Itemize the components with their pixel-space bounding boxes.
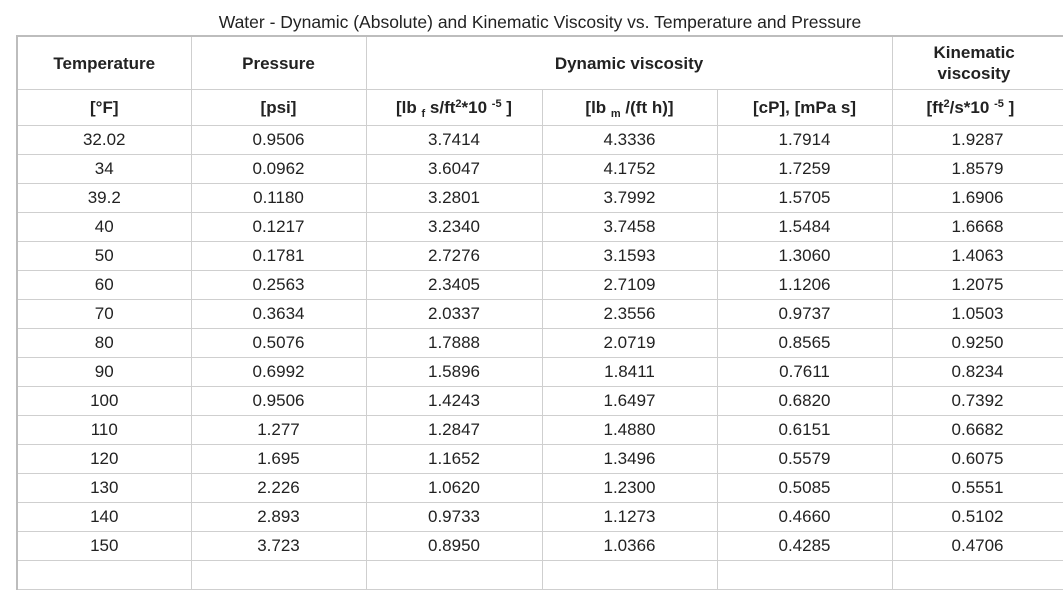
kinematic-cell bbox=[892, 561, 1063, 590]
pressure-cell: 2.226 bbox=[191, 474, 366, 503]
table-row bbox=[17, 155, 1063, 184]
table-row bbox=[17, 474, 1063, 503]
kinematic-cell: 1.8579 bbox=[892, 155, 1063, 184]
temperature-cell: 70 bbox=[17, 300, 191, 329]
dynamic-cp-cell: 1.5484 bbox=[717, 213, 892, 242]
unit-part: /s*10 bbox=[949, 97, 995, 117]
dynamic-lbf-cell: 1.0620 bbox=[366, 474, 542, 503]
table-row bbox=[17, 271, 1063, 300]
temperature-cell: 150 bbox=[17, 532, 191, 561]
pressure-cell bbox=[191, 561, 366, 590]
unit-part: /(ft h)] bbox=[620, 97, 674, 117]
table-row bbox=[17, 329, 1063, 358]
pressure-cell: 2.893 bbox=[191, 503, 366, 532]
temperature-header: Temperature bbox=[17, 36, 191, 90]
temperature-cell: 100 bbox=[17, 387, 191, 416]
table-row bbox=[17, 503, 1063, 532]
kinematic-cell: 0.9250 bbox=[892, 329, 1063, 358]
dynamic-lbm-cell: 3.7458 bbox=[542, 213, 717, 242]
dynamic-lbm-cell: 1.1273 bbox=[542, 503, 717, 532]
dynamic-cp-cell: 0.6151 bbox=[717, 416, 892, 445]
temperature-cell: 34 bbox=[17, 155, 191, 184]
pressure-header: Pressure bbox=[191, 36, 366, 90]
dynamic-lbf-cell: 2.7276 bbox=[366, 242, 542, 271]
temperature-cell: 140 bbox=[17, 503, 191, 532]
table-row bbox=[17, 561, 1063, 590]
pressure-cell: 0.1217 bbox=[191, 213, 366, 242]
dynamic-cp-cell: 1.5705 bbox=[717, 184, 892, 213]
pressure-cell: 0.2563 bbox=[191, 271, 366, 300]
kinematic-header-line1: Kinematic bbox=[933, 43, 1015, 62]
table-row bbox=[17, 416, 1063, 445]
dynamic-lbf-cell: 1.4243 bbox=[366, 387, 542, 416]
dynamic-cp-cell: 1.7259 bbox=[717, 155, 892, 184]
dynamic-lbm-cell: 1.0366 bbox=[542, 532, 717, 561]
dynamic-lbf-cell: 0.9733 bbox=[366, 503, 542, 532]
dynamic-lbm-cell: 3.1593 bbox=[542, 242, 717, 271]
dynamic-lbf-cell: 1.7888 bbox=[366, 329, 542, 358]
kinematic-cell: 0.7392 bbox=[892, 387, 1063, 416]
unit-part: [ft bbox=[926, 97, 944, 117]
temperature-cell: 60 bbox=[17, 271, 191, 300]
units-row bbox=[17, 90, 1063, 126]
kinematic-cell: 0.5102 bbox=[892, 503, 1063, 532]
kinematic-cell: 0.8234 bbox=[892, 358, 1063, 387]
dynamic-lbf-cell: 3.6047 bbox=[366, 155, 542, 184]
dynamic-lbf-cell: 3.2801 bbox=[366, 184, 542, 213]
unit-superscript: 2 bbox=[455, 97, 462, 110]
pressure-unit: [psi] bbox=[191, 90, 366, 126]
pressure-cell: 0.1180 bbox=[191, 184, 366, 213]
pressure-cell: 0.0962 bbox=[191, 155, 366, 184]
dynamic-lbm-cell: 4.3336 bbox=[542, 126, 717, 155]
temperature-cell: 39.2 bbox=[17, 184, 191, 213]
unit-part: s/ft bbox=[425, 97, 456, 117]
dynamic-cp-cell: 0.4285 bbox=[717, 532, 892, 561]
table-row bbox=[17, 213, 1063, 242]
header-row bbox=[17, 36, 1063, 90]
table-row bbox=[17, 184, 1063, 213]
dynamic-cp-cell: 0.8565 bbox=[717, 329, 892, 358]
dynamic-lbm-unit bbox=[542, 90, 717, 126]
viscosity-table bbox=[16, 35, 1063, 590]
kinematic-cell: 0.4706 bbox=[892, 532, 1063, 561]
kinematic-cell: 0.5551 bbox=[892, 474, 1063, 503]
kinematic-cell: 0.6075 bbox=[892, 445, 1063, 474]
dynamic-cp-cell: 1.1206 bbox=[717, 271, 892, 300]
dynamic-cp-cell: 0.5085 bbox=[717, 474, 892, 503]
dynamic-cp-cell bbox=[717, 561, 892, 590]
unit-part: *10 bbox=[461, 97, 492, 117]
pressure-cell: 0.1781 bbox=[191, 242, 366, 271]
dynamic-lbm-cell: 2.3556 bbox=[542, 300, 717, 329]
unit-subscript: f bbox=[421, 107, 426, 120]
dynamic-cp-cell: 0.9737 bbox=[717, 300, 892, 329]
dynamic-lbm-cell: 1.8411 bbox=[542, 358, 717, 387]
table-caption: Water - Dynamic (Absolute) and Kinematic Viscosity vs. Temperature and Pressure bbox=[218, 12, 862, 32]
temperature-cell bbox=[17, 561, 191, 590]
dynamic-lbm-cell: 1.6497 bbox=[542, 387, 717, 416]
dynamic-lbf-cell: 1.5896 bbox=[366, 358, 542, 387]
dynamic-cp-cell: 1.3060 bbox=[717, 242, 892, 271]
unit-superscript: -5 bbox=[491, 97, 502, 110]
table-row bbox=[17, 242, 1063, 271]
dynamic-lbm-cell bbox=[542, 561, 717, 590]
pressure-cell: 0.9506 bbox=[191, 387, 366, 416]
dynamic-lbm-cell: 3.7992 bbox=[542, 184, 717, 213]
dynamic-cp-unit: [cP], [mPa s] bbox=[717, 90, 892, 126]
pressure-cell: 0.5076 bbox=[191, 329, 366, 358]
unit-superscript: -5 bbox=[994, 97, 1004, 110]
unit-part: ] bbox=[501, 97, 512, 117]
kinematic-cell: 1.2075 bbox=[892, 271, 1063, 300]
pressure-cell: 1.277 bbox=[191, 416, 366, 445]
kinematic-cell: 1.6906 bbox=[892, 184, 1063, 213]
temperature-cell: 40 bbox=[17, 213, 191, 242]
pressure-cell: 0.3634 bbox=[191, 300, 366, 329]
unit-part: [lb bbox=[396, 97, 422, 117]
pressure-cell: 0.9506 bbox=[191, 126, 366, 155]
kinematic-cell: 1.9287 bbox=[892, 126, 1063, 155]
dynamic-lbf-cell: 1.2847 bbox=[366, 416, 542, 445]
dynamic-cp-cell: 0.6820 bbox=[717, 387, 892, 416]
dynamic-viscosity-header: Dynamic viscosity bbox=[366, 36, 892, 90]
unit-subscript: m bbox=[610, 107, 621, 120]
table-row bbox=[17, 126, 1063, 155]
dynamic-lbm-cell: 1.2300 bbox=[542, 474, 717, 503]
dynamic-lbf-cell: 1.1652 bbox=[366, 445, 542, 474]
kinematic-viscosity-header bbox=[892, 36, 1063, 90]
dynamic-lbm-cell: 2.0719 bbox=[542, 329, 717, 358]
temperature-unit: [°F] bbox=[17, 90, 191, 126]
temperature-cell: 120 bbox=[17, 445, 191, 474]
temperature-cell: 50 bbox=[17, 242, 191, 271]
dynamic-lbf-cell: 2.3405 bbox=[366, 271, 542, 300]
table-row bbox=[17, 532, 1063, 561]
dynamic-lbm-cell: 1.3496 bbox=[542, 445, 717, 474]
dynamic-cp-cell: 0.4660 bbox=[717, 503, 892, 532]
temperature-cell: 130 bbox=[17, 474, 191, 503]
temperature-cell: 80 bbox=[17, 329, 191, 358]
pressure-cell: 3.723 bbox=[191, 532, 366, 561]
dynamic-lbf-unit bbox=[366, 90, 542, 126]
dynamic-lbf-cell: 0.8950 bbox=[366, 532, 542, 561]
table-row bbox=[17, 387, 1063, 416]
temperature-cell: 32.02 bbox=[17, 126, 191, 155]
dynamic-lbf-cell: 3.2340 bbox=[366, 213, 542, 242]
kinematic-unit bbox=[892, 90, 1063, 126]
temperature-cell: 110 bbox=[17, 416, 191, 445]
table-row bbox=[17, 445, 1063, 474]
pressure-cell: 1.695 bbox=[191, 445, 366, 474]
table-body bbox=[17, 126, 1063, 590]
kinematic-cell: 1.6668 bbox=[892, 213, 1063, 242]
unit-part: [lb bbox=[585, 97, 611, 117]
dynamic-cp-cell: 0.5579 bbox=[717, 445, 892, 474]
temperature-cell: 90 bbox=[17, 358, 191, 387]
kinematic-cell: 1.0503 bbox=[892, 300, 1063, 329]
kinematic-cell: 0.6682 bbox=[892, 416, 1063, 445]
pressure-cell: 0.6992 bbox=[191, 358, 366, 387]
table-row bbox=[17, 358, 1063, 387]
unit-part: ] bbox=[1003, 97, 1015, 117]
kinematic-cell: 1.4063 bbox=[892, 242, 1063, 271]
kinematic-header-line2: viscosity bbox=[937, 64, 1011, 83]
dynamic-lbm-cell: 4.1752 bbox=[542, 155, 717, 184]
unit-superscript: 2 bbox=[943, 97, 950, 110]
dynamic-lbf-cell: 2.0337 bbox=[366, 300, 542, 329]
dynamic-lbf-cell: 3.7414 bbox=[366, 126, 542, 155]
dynamic-cp-cell: 0.7611 bbox=[717, 358, 892, 387]
dynamic-lbm-cell: 1.4880 bbox=[542, 416, 717, 445]
dynamic-lbf-cell bbox=[366, 561, 542, 590]
dynamic-cp-cell: 1.7914 bbox=[717, 126, 892, 155]
dynamic-lbm-cell: 2.7109 bbox=[542, 271, 717, 300]
table-row bbox=[17, 300, 1063, 329]
